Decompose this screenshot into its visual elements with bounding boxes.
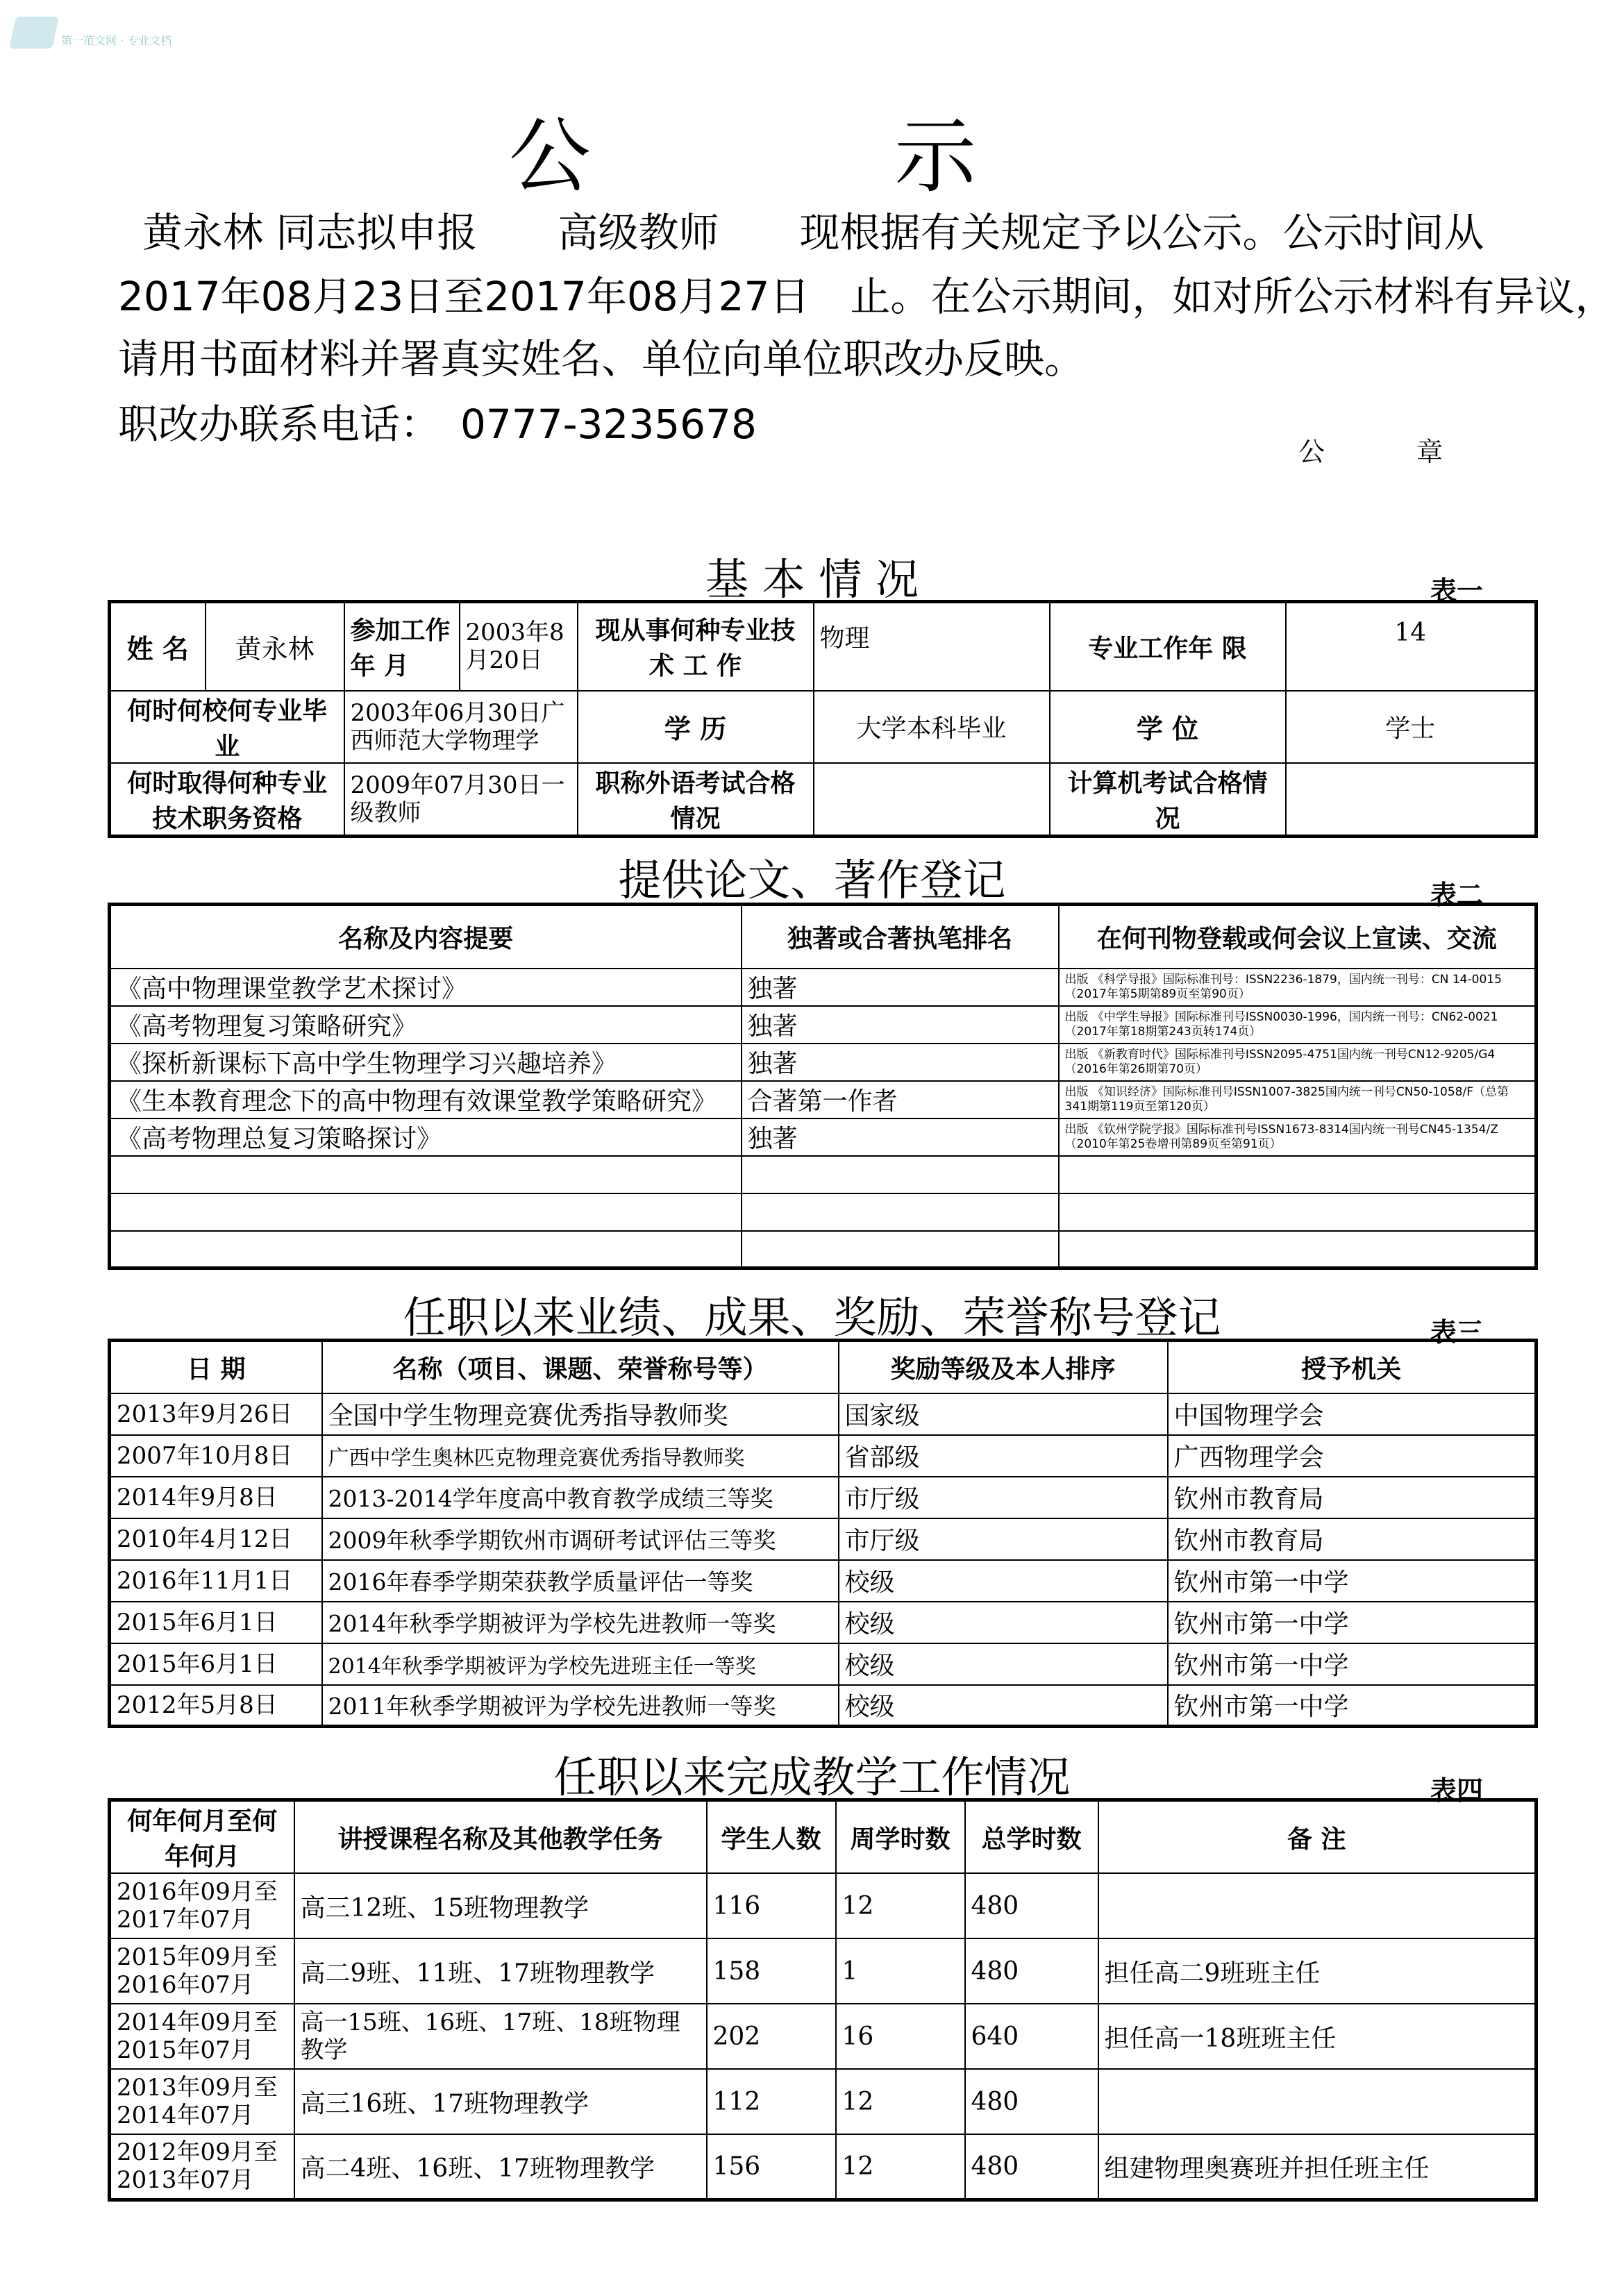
lang-label: 职称外语考试合格情况 [578, 763, 814, 837]
papers-header-author: 独著或合著执笔排名 [742, 905, 1059, 969]
paper-pub: 出版 《中学生导报》国际标准刊号ISSN0030-1996，国内统一刊号：CN62-0021（2017年第18期第243页转174页） [1059, 1006, 1537, 1044]
teaching-course: 高一15班、16班、17班、18班物理教学 [294, 2004, 707, 2069]
teaching-header-period: 何年何月至何年何月 [110, 1800, 294, 1874]
teaching-weekly: 1 [836, 1938, 965, 2004]
teaching-total: 480 [965, 2069, 1098, 2134]
paper-name: 《探析新课标下高中学生物理学习兴趣培养》 [110, 1044, 742, 1081]
award-org: 钦州市第一中学 [1168, 1560, 1537, 1602]
comp-label: 计算机考试合格情况 [1050, 763, 1286, 837]
award-level: 校级 [839, 1602, 1168, 1643]
award-org: 钦州市教育局 [1168, 1518, 1537, 1560]
paper-pub: 出版 《钦州学院学报》国际标准刊号ISSN1673-8314国内统一刊号CN45-1354/Z（2010年第25卷增刊第89页至第91页） [1059, 1118, 1537, 1156]
awards-header-level: 奖励等级及本人排序 [839, 1341, 1168, 1393]
award-name: 2014年秋季学期被评为学校先进班主任一等奖 [322, 1643, 839, 1685]
edu-label: 学 历 [578, 691, 814, 763]
award-name: 广西中学生奥林匹克物理竞赛优秀指导教师奖 [322, 1435, 839, 1477]
award-org: 钦州市第一中学 [1168, 1602, 1537, 1643]
award-level: 国家级 [839, 1393, 1168, 1435]
award-date: 2016年11月1日 [110, 1560, 322, 1602]
teaching-course: 高三12班、15班物理教学 [294, 1873, 707, 1938]
paper-author [742, 1231, 1059, 1268]
award-name: 全国中学生物理竞赛优秀指导教师奖 [322, 1393, 839, 1435]
teaching-section-title: 任职以来完成教学工作情况 [553, 1752, 1071, 1802]
award-org: 广西物理学会 [1168, 1435, 1537, 1477]
qual-value: 2009年07月30日一级教师 [344, 763, 578, 837]
paper-author: 独著 [742, 969, 1059, 1006]
teaching-period: 2016年09月至2017年07月 [110, 1873, 294, 1938]
years-value: 14 [1286, 602, 1537, 691]
papers-header-pub: 在何刊物登载或何会议上宣读、交流 [1059, 905, 1537, 969]
award-org: 钦州市第一中学 [1168, 1643, 1537, 1685]
start-work-value: 2003年8月20日 [460, 602, 578, 691]
paper-pub [1059, 1193, 1537, 1231]
major-value: 物理 [814, 602, 1050, 691]
paper-name [110, 1193, 742, 1231]
teaching-students: 112 [707, 2069, 836, 2134]
paper-name: 《生本教育理念下的高中物理有效课堂教学策略研究》 [110, 1081, 742, 1118]
award-date: 2013年9月26日 [110, 1393, 322, 1435]
paper-author: 独著 [742, 1006, 1059, 1044]
paper-author: 合著第一作者 [742, 1081, 1059, 1118]
award-level: 校级 [839, 1560, 1168, 1602]
award-level: 校级 [839, 1685, 1168, 1727]
basic-info-table [108, 600, 1538, 838]
teaching-total: 480 [965, 2134, 1098, 2199]
table-2-number: 表二 [1430, 880, 1484, 910]
award-level: 校级 [839, 1643, 1168, 1685]
teaching-weekly: 12 [836, 1873, 965, 1938]
edu-value: 大学本科毕业 [814, 691, 1050, 763]
awards-header-org: 授予机关 [1168, 1341, 1537, 1393]
paper-name [110, 1231, 742, 1268]
teaching-header-students: 学生人数 [707, 1800, 836, 1874]
teaching-weekly: 12 [836, 2069, 965, 2134]
teaching-students: 202 [707, 2004, 836, 2069]
teaching-course: 高三16班、17班物理教学 [294, 2069, 707, 2134]
teaching-total: 480 [965, 1873, 1098, 1938]
paper-pub: 出版 《知识经济》国际标准刊号ISSN1007-3825国内统一刊号CN50-1058/F（总第341期第119页至第120页） [1059, 1081, 1537, 1118]
teaching-students: 156 [707, 2134, 836, 2199]
award-name: 2013-2014学年度高中教育教学成绩三等奖 [322, 1477, 839, 1518]
logo-text: 第一范文网 · 专业文档 [61, 34, 172, 47]
papers-table [108, 903, 1538, 1270]
paper-name [110, 1156, 742, 1193]
table-4-number: 表四 [1430, 1775, 1484, 1806]
teaching-note [1098, 1873, 1537, 1938]
award-level: 市厅级 [839, 1518, 1168, 1560]
teaching-students: 116 [707, 1873, 836, 1938]
comp-value [1286, 763, 1537, 837]
major-label: 现从事何种专业技 术 工 作 [578, 602, 814, 691]
degree-value: 学士 [1286, 691, 1537, 763]
paper-pub: 出版 《科学导报》国际标准刊号：ISSN2236-1879，国内统一刊号：CN 14-0015（2017年第5期第89页至第90页） [1059, 969, 1537, 1006]
teaching-period: 2012年09月至2013年07月 [110, 2134, 294, 2199]
paper-pub: 出版 《新教育时代》国际标准刊号ISSN2095-4751国内统一刊号CN12-9205/G4（2016年第26期第70页） [1059, 1044, 1537, 1081]
logo-mark-icon [9, 17, 59, 49]
paper-pub [1059, 1231, 1537, 1268]
teaching-period: 2014年09月至2015年07月 [110, 2004, 294, 2069]
teaching-total: 640 [965, 2004, 1098, 2069]
award-name: 2016年春季学期荣获教学质量评估一等奖 [322, 1560, 839, 1602]
paper-author [742, 1156, 1059, 1193]
basic-section-title: 基 本 情 况 [705, 554, 919, 605]
paper-name: 《高考物理复习策略研究》 [110, 1006, 742, 1044]
page-title: 公 示 [508, 108, 1116, 204]
awards-section-title: 任职以来业绩、成果、奖励、荣誉称号登记 [403, 1292, 1221, 1343]
award-date: 2015年6月1日 [110, 1602, 322, 1643]
paper-author: 独著 [742, 1044, 1059, 1081]
paper-name: 《高考物理总复习策略探讨》 [110, 1118, 742, 1156]
paper-name: 《高中物理课堂教学艺术探讨》 [110, 969, 742, 1006]
teaching-course: 高二9班、11班、17班物理教学 [294, 1938, 707, 2004]
teaching-note: 组建物理奥赛班并担任班主任 [1098, 2134, 1537, 2199]
teaching-header-course: 讲授课程名称及其他教学任务 [294, 1800, 707, 1874]
teaching-weekly: 16 [836, 2004, 965, 2069]
name-label: 姓 名 [110, 602, 206, 691]
start-work-label: 参加工作年 月 [344, 602, 460, 691]
teaching-period: 2015年09月至2016年07月 [110, 1938, 294, 2004]
teaching-period: 2013年09月至2014年07月 [110, 2069, 294, 2134]
grad-label: 何时何校何专业毕 业 [110, 691, 344, 763]
award-date: 2007年10月8日 [110, 1435, 322, 1477]
teaching-note: 担任高一18班班主任 [1098, 2004, 1537, 2069]
name-value: 黄永林 [206, 602, 344, 691]
table-3-number: 表三 [1430, 1317, 1484, 1348]
awards-table [108, 1339, 1538, 1728]
award-date: 2012年5月8日 [110, 1685, 322, 1727]
site-logo [12, 12, 172, 54]
teaching-total: 480 [965, 1938, 1098, 2004]
notice-line-1: 黄永林 同志拟申报 高级教师 现根据有关规定予以公示。公示时间从 [142, 209, 1484, 256]
award-name: 2014年秋季学期被评为学校先进教师一等奖 [322, 1602, 839, 1643]
teaching-table [108, 1798, 1538, 2202]
seal-label: 公 章 [1298, 437, 1485, 467]
awards-header-name: 名称（项目、课题、荣誉称号等） [322, 1341, 839, 1393]
teaching-course: 高二4班、16班、17班物理教学 [294, 2134, 707, 2199]
paper-author [742, 1193, 1059, 1231]
paper-pub [1059, 1156, 1537, 1193]
awards-header-date: 日 期 [110, 1341, 322, 1393]
lang-value [814, 763, 1050, 837]
award-level: 市厅级 [839, 1477, 1168, 1518]
teaching-students: 158 [707, 1938, 836, 2004]
qual-label: 何时取得何种专业技术职务资格 [110, 763, 344, 837]
table-1-number: 表一 [1430, 576, 1484, 606]
notice-line-3: 请用书面材料并署真实姓名、单位向单位职改办反映。 [118, 335, 1085, 383]
years-label: 专业工作年 限 [1050, 602, 1286, 691]
award-date: 2010年4月12日 [110, 1518, 322, 1560]
papers-section-title: 提供论文、著作登记 [618, 855, 1006, 905]
grad-value: 2003年06月30日广西师范大学物理学 [344, 691, 578, 763]
teaching-weekly: 12 [836, 2134, 965, 2199]
teaching-header-weekly: 周学时数 [836, 1800, 965, 1874]
award-org: 钦州市教育局 [1168, 1477, 1537, 1518]
award-name: 2011年秋季学期被评为学校先进教师一等奖 [322, 1685, 839, 1727]
award-name: 2009年秋季学期钦州市调研考试评估三等奖 [322, 1518, 839, 1560]
award-org: 钦州市第一中学 [1168, 1685, 1537, 1727]
award-level: 省部级 [839, 1435, 1168, 1477]
award-date: 2015年6月1日 [110, 1643, 322, 1685]
award-date: 2014年9月8日 [110, 1477, 322, 1518]
degree-label: 学 位 [1050, 691, 1286, 763]
notice-line-4: 职改办联系电话： 0777-3235678 [118, 401, 757, 448]
teaching-note [1098, 2069, 1537, 2134]
notice-line-2: 2017年08月23日至2017年08月27日 止。在公示期间，如对所公示材料有异议， [118, 273, 1616, 320]
teaching-note: 担任高二9班班主任 [1098, 1938, 1537, 2004]
paper-author: 独著 [742, 1118, 1059, 1156]
teaching-header-total: 总学时数 [965, 1800, 1098, 1874]
award-org: 中国物理学会 [1168, 1393, 1537, 1435]
papers-header-name: 名称及内容提要 [110, 905, 742, 969]
teaching-header-note: 备 注 [1098, 1800, 1537, 1874]
